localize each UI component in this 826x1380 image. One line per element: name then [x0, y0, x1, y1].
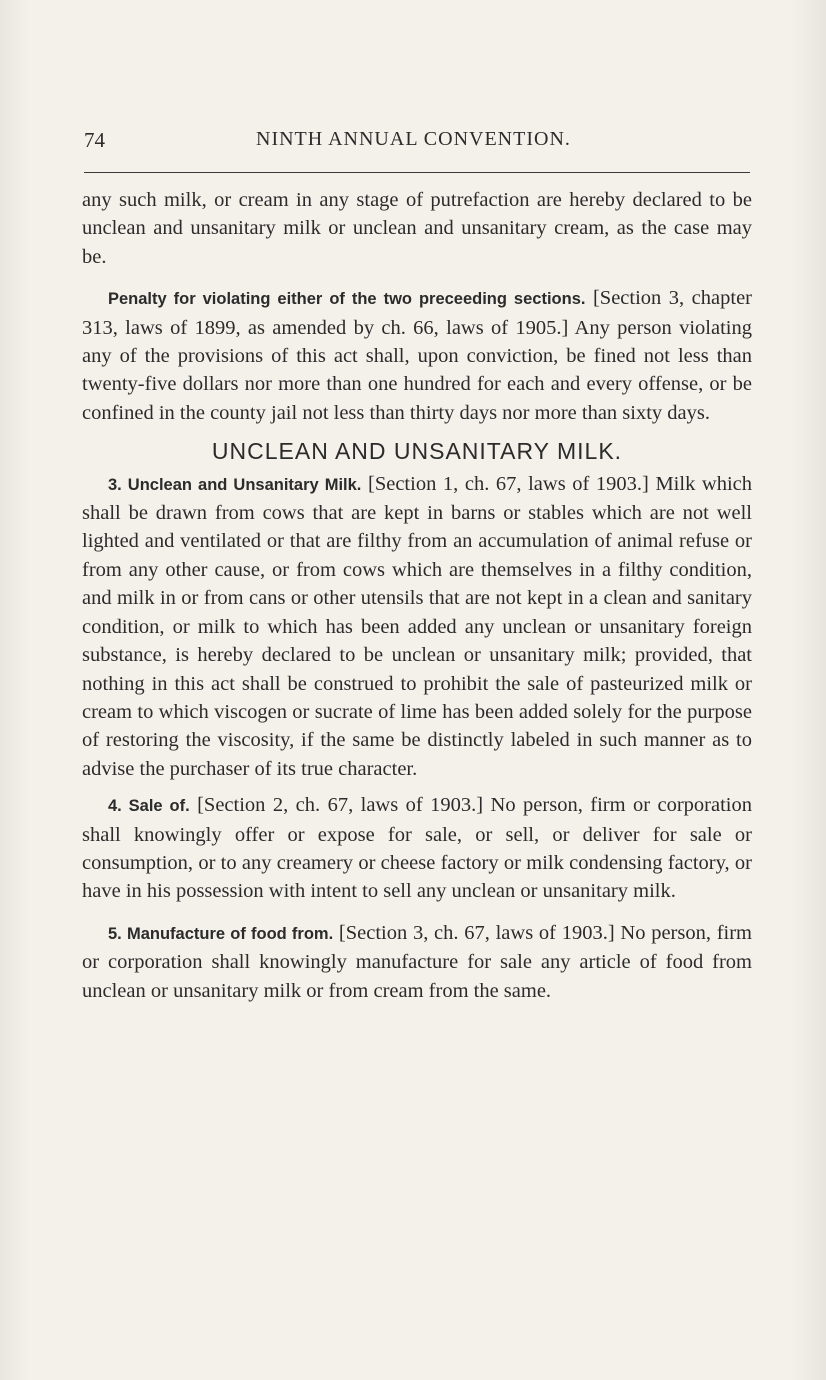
penalty-heading: Penalty for violating either of the two preceeding sections.: [108, 290, 586, 309]
section-3: [82, 470, 752, 783]
page-number: 74: [84, 128, 105, 152]
section-4-text: [Section 2, ch. 67, laws of 1903.] No person, firm or corporation shall knowingly offer or expose for sale, or sell, or deliver for sale or consumption, or to any creamery or cheese factory or milk condensing factory, or have in his possession with intent to sell any unclean or unsanitary milk.: [82, 794, 752, 903]
section-title: UNCLEAN AND UNSANITARY MILK.: [211, 438, 623, 465]
running-title: NINTH ANNUAL CONVENTION.: [256, 128, 571, 150]
section-3-heading: 3. Unclean and Unsanitary Milk.: [108, 475, 362, 494]
section-5-text: [Section 3, ch. 67, laws of 1903.] No person, firm or corporation shall knowingly manufacture for sale any article of food from unclean or unsanitary milk or from cream from the same.: [82, 921, 752, 1002]
paragraph-text: any such milk, or cream in any stage of putrefaction are hereby declared to be unclean and unsanitary milk or unclean and unsanitary cream, as the case may be.: [82, 189, 752, 268]
section-5: [82, 919, 752, 1005]
header-rule: [84, 172, 750, 173]
page-body: [82, 186, 752, 1005]
section-5-heading: 5. Manufacture of food from.: [108, 924, 334, 943]
section-4: [82, 791, 752, 906]
penalty-text: [Section 3, chapter 313, laws of 1899, as amended by ch. 66, laws of 1905.] Any person violating any of the provisions of this act shall, upon conviction, be fined not less than twenty-five dollars nor more than one hundred for each and every offense, or be confined in the county jail not less than thirty days nor more than sixty days.: [82, 287, 753, 424]
page-header: [84, 128, 752, 158]
section-3-text: [Section 1, ch. 67, laws of 1903.] Milk which shall be drawn from cows that are kept in barns or stables which are not well lighted and ventilated or that are filthy from an accumulation of animal refuse or from any other cause, or from cows which are themselves in a filthy condition, and milk in or from cans or other utensils that are not kept in a clean and sanitary condition, or milk to which has been added any unclean or unsanitary foreign substance, is hereby declared to be unclean or unsanitary milk; provided, that nothing in this act shall be construed to prohibit the sale of pasteurized milk or cream to which viscogen or sucrate of lime has been added solely for the purpose of restoring the viscosity, if the same be distinctly labeled in such manner as to advise the purchaser of its true character.: [82, 472, 753, 780]
section-4-heading: 4. Sale of.: [108, 797, 190, 816]
penalty-paragraph: [82, 284, 752, 427]
continued-paragraph: [82, 186, 752, 271]
